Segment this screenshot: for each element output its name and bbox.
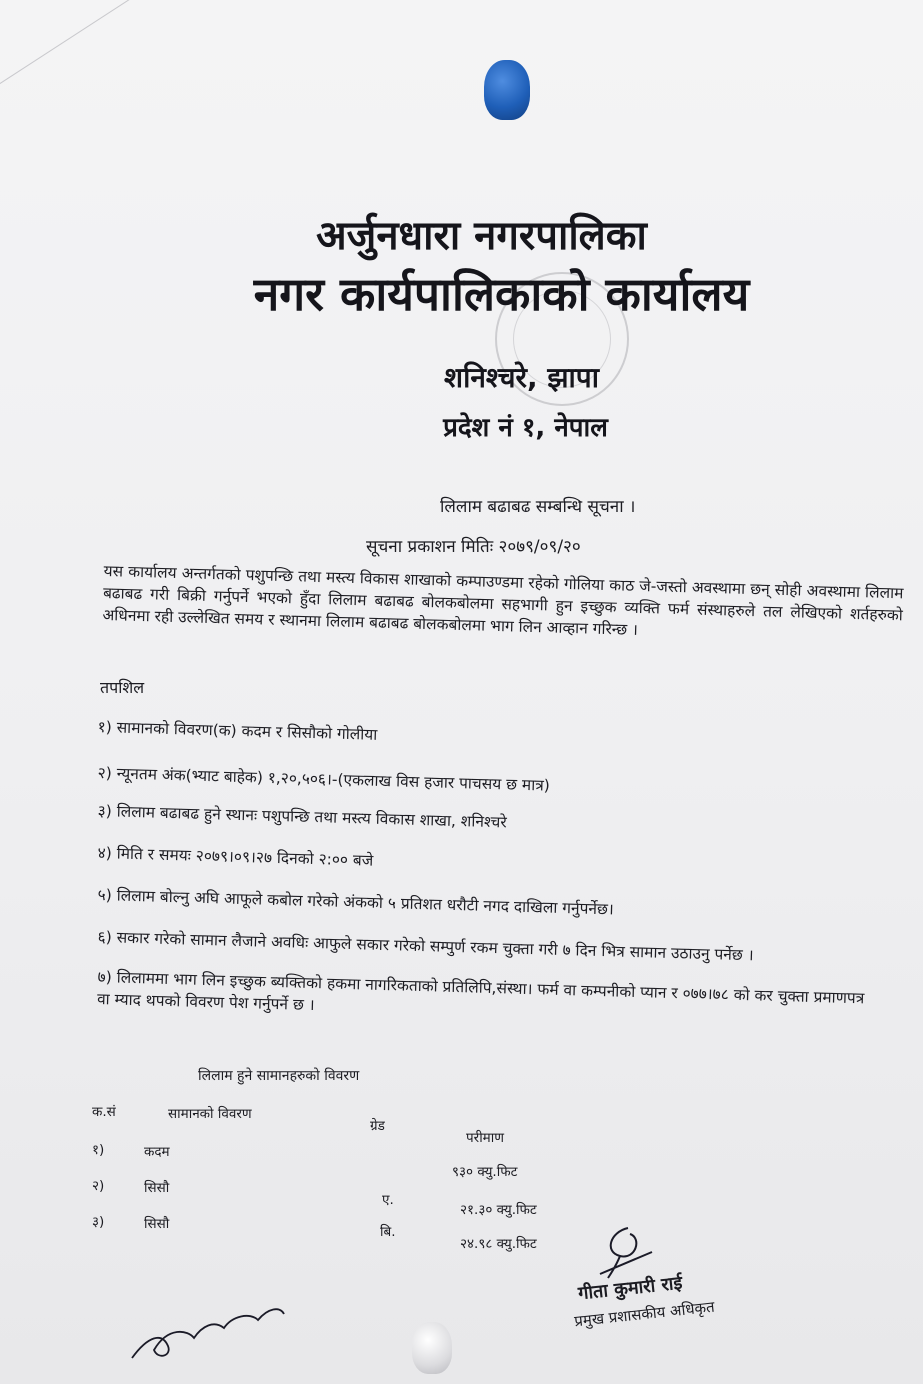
table-row-2-grade: ए. bbox=[382, 1192, 394, 1208]
table-row-3-sn: ३) bbox=[92, 1214, 105, 1230]
signatory-name: गीता कुमारी राई bbox=[577, 1272, 684, 1305]
notice-date: सूचना प्रकाशन मितिः २०७९/०९/२० bbox=[366, 537, 581, 557]
table-row-1-quantity: ९३० क्यु.फिट bbox=[452, 1164, 518, 1180]
table-row-2-sn: २) bbox=[92, 1178, 105, 1194]
office-location: शनिश्चरे, झापा bbox=[444, 361, 599, 394]
table-header-quantity: परीमाण bbox=[466, 1130, 505, 1146]
paper-crease bbox=[0, 0, 198, 97]
table-row-1-sn: १) bbox=[92, 1142, 105, 1158]
table-header-description: सामानको विवरण bbox=[168, 1106, 252, 1122]
table-row-3-grade: बि. bbox=[380, 1224, 396, 1240]
white-pushpin-icon bbox=[412, 1322, 452, 1374]
signatory-title: प्रमुख प्रशासकीय अधिकृत bbox=[573, 1297, 716, 1331]
details-label: तपशिल bbox=[100, 678, 145, 697]
table-row-1-description: कदम bbox=[144, 1144, 170, 1160]
list-item: ३) लिलाम बढाबढ हुने स्थानः पशुपन्छि तथा मस्त्य विकास शाखा, शनिश्चरे bbox=[97, 801, 507, 832]
table-header-grade: ग्रेड bbox=[370, 1118, 385, 1134]
blue-pushpin-icon bbox=[484, 60, 530, 120]
table-row-2-quantity: २१.३० क्यु.फिट bbox=[460, 1202, 537, 1218]
office-name: नगर कार्यपालिकाको कार्यालय bbox=[253, 267, 750, 321]
table-row-3-description: सिसौ bbox=[144, 1216, 170, 1232]
list-item: २) न्यूनतम अंक(भ्याट बाहेक) १,२०,५०६।-(एकलाख विस हजार पाचसय छ मात्र) bbox=[97, 763, 551, 795]
list-item: १) सामानको विवरण(क) कदम र सिसौको गोलीया bbox=[97, 717, 378, 744]
municipality-name: अर्जुनधारा नगरपालिका bbox=[316, 213, 647, 259]
handwritten-initials bbox=[128, 1296, 288, 1366]
list-item: ७) लिलाममा भाग लिन इच्छुक ब्यक्तिको हकमा नागरिकताको प्रतिलिपि,संस्था। फर्म वा कम्पनीको प्यान र ०७७।७८ को कर चुक्ता प्रमाणपत्र वा म्याद थपको विवरण पेश गर्नुपर्ने छ । bbox=[96, 967, 865, 1015]
table-title: लिलाम हुने सामानहरुको विवरण bbox=[198, 1068, 360, 1084]
list-item: ५) लिलाम बोल्नु अघि आफूले कबोल गरेको अंकको ५ प्रतिशत धरौटी नगद दाखिला गर्नुपर्नेछ। bbox=[97, 885, 615, 919]
list-item: ४) मिति र समयः २०७९।०९।२७ दिनको २:०० बजे bbox=[97, 843, 374, 870]
table-header-sn: क.सं bbox=[92, 1104, 116, 1120]
list-item: ६) सकार गरेको सामान लैजाने अवधिः आफुले सकार गरेको सम्पुर्ण रकम चुक्ता गरी ७ दिन भित्र सामान उठाउनु पर्नेछ । bbox=[97, 927, 754, 965]
table-row-3-quantity: २४.९८ क्यु.फिट bbox=[460, 1236, 537, 1252]
office-province: प्रदेश नं १, नेपाल bbox=[443, 413, 608, 443]
notice-title: लिलाम बढाबढ सम्बन्धि सूचना । bbox=[440, 497, 636, 517]
notice-paragraph: यस कार्यालय अन्तर्गतको पशुपन्छि तथा मस्त्य विकास शाखाको कम्पाउण्डमा रहेको गोलिया काठ जे-जस्तो अवस्थामा छन् सोही अवस्थामा लिलाम बढाबढ गरी बिक्री गर्नुपर्ने भएको हुँदा लिलाम बढाबढ बोलकबोलमा सहभागी हुन इच्छुक व्यक्ति फर्म संस्थाहरुले तल लेखिएको शर्तहरुको अधिनमा रही उल्लेखित समय र स्थानमा लिलाम बढाबढ बोलकबोलमा भाग लिन आव्हान गरिन्छ । bbox=[102, 561, 904, 639]
table-row-2-description: सिसौ bbox=[144, 1180, 170, 1196]
